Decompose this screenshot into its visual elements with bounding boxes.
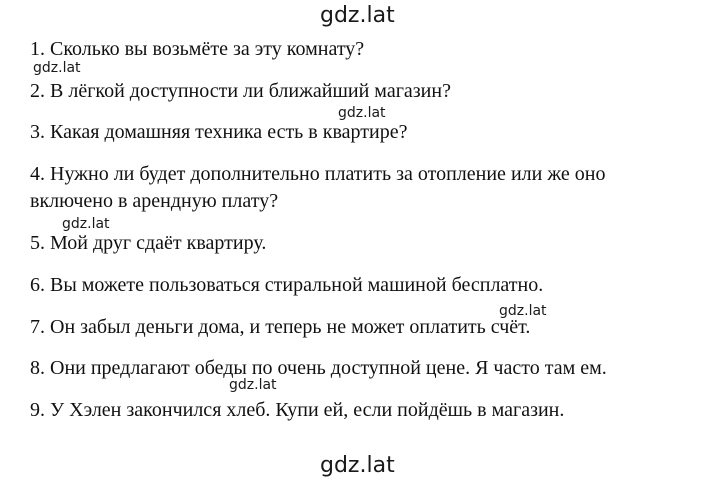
watermark-5: gdz.lat xyxy=(229,377,277,393)
watermark-top: gdz.lat xyxy=(320,3,395,28)
sentence-6: 6. Вы можете пользоваться стиральной машиной бесплатно. xyxy=(30,274,544,296)
sentence-1: 1. Сколько вы возьмёте за эту комнату? xyxy=(30,38,365,60)
sentence-8: 8. Они предлагают обеды по очень доступной цене. Я часто там ем. xyxy=(30,357,607,379)
sentence-4: 4. Нужно ли будет дополнительно платить за отопление или же оно xyxy=(30,163,606,185)
sentence-5: 5. Мой друг сдаёт квартиру. xyxy=(30,232,267,254)
sentence-4-continued: включено в арендную плату? xyxy=(30,190,279,212)
sentence-3: 3. Какая домашняя техника есть в квартире? xyxy=(30,121,408,143)
sentence-9: 9. У Хэлен закончился хлеб. Купи ей, если пойдёшь в магазин. xyxy=(30,399,565,421)
watermark-2: gdz.lat xyxy=(338,105,386,121)
watermark-3: gdz.lat xyxy=(62,216,110,232)
sentence-2: 2. В лёгкой доступности ли ближайший магазин? xyxy=(30,80,451,102)
sentence-7: 7. Он забыл деньги дома, и теперь не может оплатить счёт. xyxy=(30,316,531,338)
watermark-4: gdz.lat xyxy=(499,303,547,319)
watermark-1: gdz.lat xyxy=(33,60,81,76)
watermark-bottom: gdz.lat xyxy=(320,453,395,478)
